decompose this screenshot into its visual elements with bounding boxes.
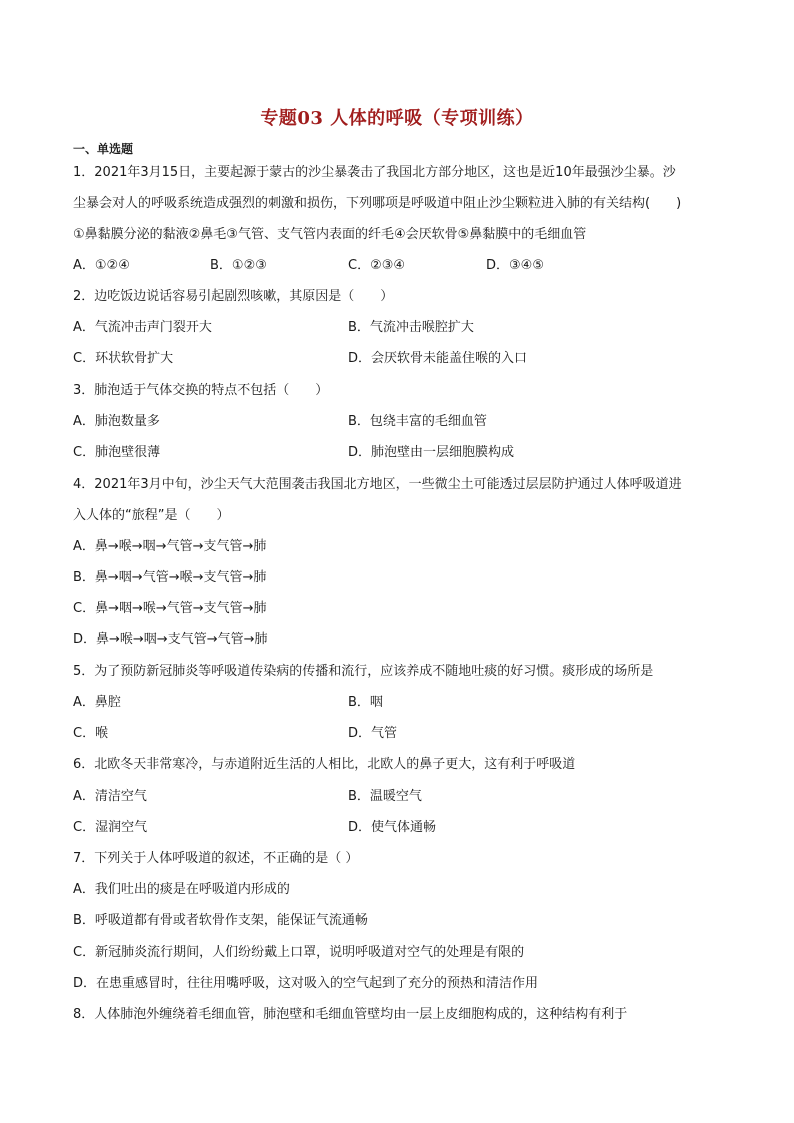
q3-option-c: C．肺泡壁很薄 xyxy=(73,445,161,460)
q2-option-a: A．气流冲击声门裂开大 xyxy=(73,320,212,335)
page-title: 专题03 人体的呼吸（专项训练） xyxy=(260,108,534,129)
q1-stem-line3: ①鼻黏膜分泌的黏液②鼻毛③气管、支气管内表面的纤毛④会厌软骨⑤鼻黏膜中的毛细血管 xyxy=(73,227,587,242)
q6-option-d: D．使气体通畅 xyxy=(348,820,437,835)
q1-stem-line1: 1．2021年3月15日，主要起源于蒙古的沙尘暴袭击了我国北方部分地区，这也是近10年最强沙尘暴。沙 xyxy=(73,165,676,180)
q3-option-d: D．肺泡壁由一层细胞膜构成 xyxy=(348,445,515,460)
q8-stem: 8．人体肺泡外缠绕着毛细血管，肺泡壁和毛细血管壁均由一层上皮细胞构成的，这种结构有利于 xyxy=(73,1007,628,1022)
q5-option-a: A．鼻腔 xyxy=(73,695,121,710)
q7-option-a: A．我们吐出的痰是在呼吸道内形成的 xyxy=(73,882,290,897)
q6-option-b: B．温暖空气 xyxy=(348,789,422,804)
q7-stem: 7．下列关于人体呼吸道的叙述，不正确的是（ ） xyxy=(73,851,359,866)
q5-option-b: B．咽 xyxy=(348,695,383,710)
q1-option-c: C．②③④ xyxy=(348,258,406,273)
q6-stem: 6．北欧冬天非常寒冷，与赤道附近生活的人相比，北欧人的鼻子更大，这有利于呼吸道 xyxy=(73,757,576,772)
q3-stem: 3．肺泡适于气体交换的特点不包括（ ） xyxy=(73,383,329,398)
q5-option-c: C．喉 xyxy=(73,726,109,741)
q1-option-d: D．③④⑤ xyxy=(486,258,544,273)
q2-stem: 2．边吃饭边说话容易引起剧烈咳嗽，其原因是（ ） xyxy=(73,289,394,304)
q3-option-a: A．肺泡数量多 xyxy=(73,414,160,429)
q1-stem-line2: 尘暴会对人的呼吸系统造成强烈的刺激和损伤，下列哪项是呼吸道中阻止沙尘颗粒进入肺的有关结构( ) xyxy=(73,196,682,211)
section-heading: 一、单选题 xyxy=(73,142,134,156)
q2-option-d: D．会厌软骨未能盖住喉的入口 xyxy=(348,351,528,366)
q4-option-a: A．鼻→喉→咽→气管→支气管→肺 xyxy=(73,539,267,554)
q3-option-b: B．包绕丰富的毛细血管 xyxy=(348,414,487,429)
q1-option-b: B．①②③ xyxy=(210,258,267,273)
q4-option-d: D．鼻→喉→咽→支气管→气管→肺 xyxy=(73,632,268,647)
q6-option-c: C．湿润空气 xyxy=(73,820,148,835)
q5-option-d: D．气管 xyxy=(348,726,398,741)
q2-option-c: C．环状软骨扩大 xyxy=(73,351,174,366)
q4-stem-line1: 4．2021年3月中旬，沙尘天气大范围袭击我国北方地区，一些微尘土可能透过层层防护通过人体呼吸道进 xyxy=(73,477,682,492)
q6-option-a: A．清洁空气 xyxy=(73,789,147,804)
q4-option-c: C．鼻→咽→喉→气管→支气管→肺 xyxy=(73,601,267,616)
q7-option-c: C．新冠肺炎流行期间，人们纷纷戴上口罩，说明呼吸道对空气的处理是有限的 xyxy=(73,945,525,960)
q5-stem: 5．为了预防新冠肺炎等呼吸道传染病的传播和流行，应该养成不随地吐痰的好习惯。痰形成的场所是 xyxy=(73,664,654,679)
q1-option-a: A．①②④ xyxy=(73,258,130,273)
q2-option-b: B．气流冲击喉腔扩大 xyxy=(348,320,474,335)
q4-option-b: B．鼻→咽→气管→喉→支气管→肺 xyxy=(73,570,267,585)
q7-option-b: B．呼吸道都有骨或者软骨作支架，能保证气流通畅 xyxy=(73,913,368,928)
q7-option-d: D．在患重感冒时，往往用嘴呼吸，这对吸入的空气起到了充分的预热和清洁作用 xyxy=(73,976,539,991)
q4-stem-line2: 入人体的“旅程”是（ ） xyxy=(73,508,230,523)
